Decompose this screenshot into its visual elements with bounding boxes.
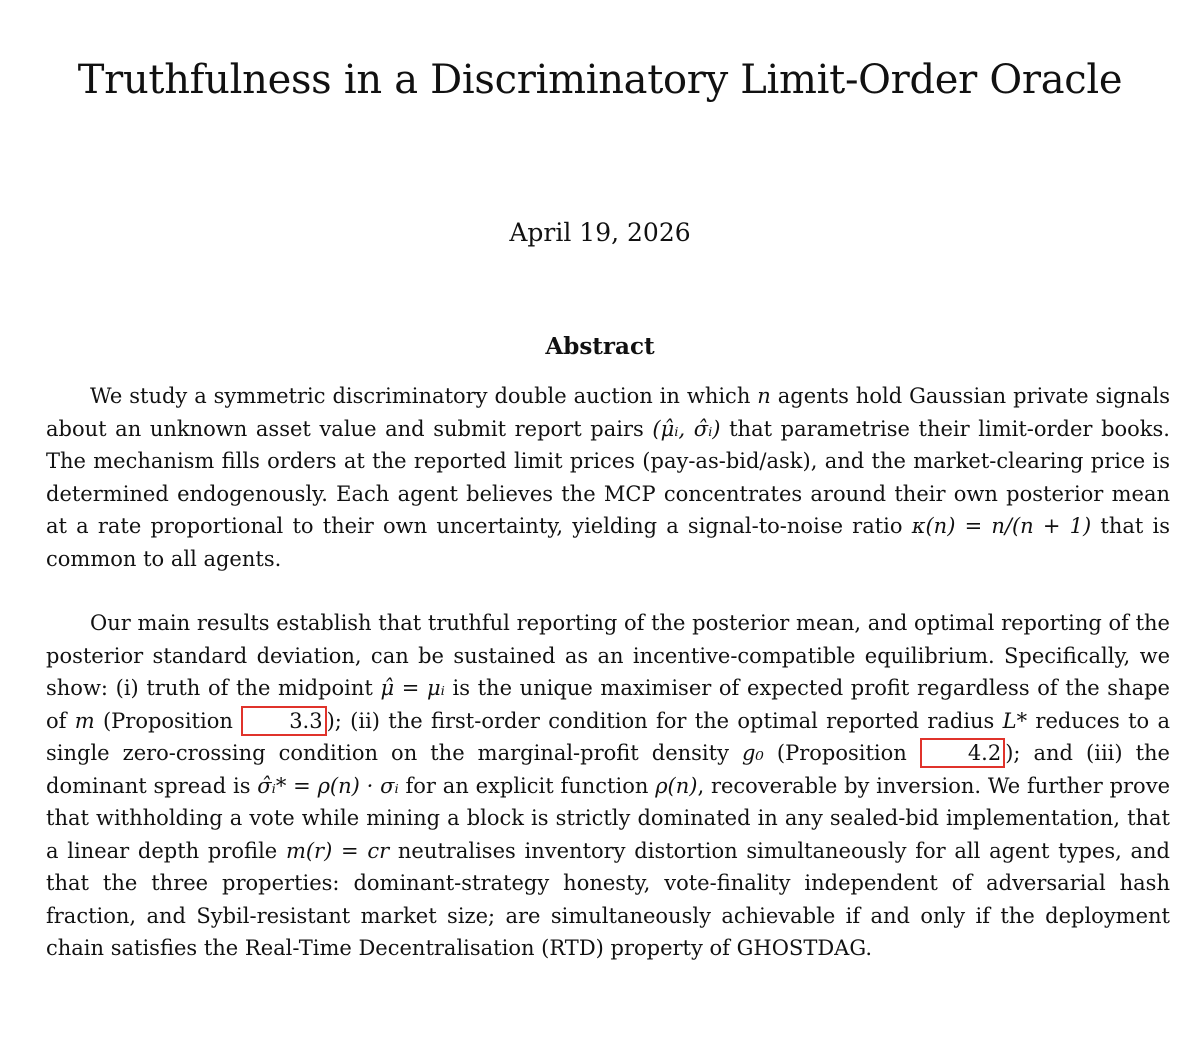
abstract-body	[46, 380, 1170, 965]
text-span: ); and (iii) the dominant spread is	[46, 741, 1170, 798]
proposition-link-3-3[interactable]: 3.3	[241, 706, 326, 736]
math-n: n	[757, 384, 771, 408]
text-span: that parametrise their limit-order books. The mechanism fills orders at the reported limit prices (pay-as-bid/ask), and the market-clearing price is determined endogenously. Each agent believes the MCP concentrates around their own posterior mean at a rate proportional to their own uncertainty, yielding a signal-to-noise ratio	[46, 416, 1170, 538]
math-depth-profile: m(r) = cr	[285, 838, 390, 863]
text-span: (Proposition	[94, 708, 242, 733]
math-midpoint: μ̂ = μᵢ	[380, 676, 445, 700]
text-span: We study a symmetric discriminatory double auction in which	[90, 384, 758, 408]
text-span: , recoverable by inversion. We further prove that withholding a vote while mining a block is strictly dominated in any sealed-bid implementation, that a linear depth profile	[46, 773, 1170, 863]
proposition-link-4-2[interactable]: 4.2	[920, 738, 1005, 768]
text-span: Our main results establish that truthful reporting of the posterior mean, and optimal reporting of the posterior standard deviation, can be sustained as an incentive-compatible equilibrium. Specifically, we show: (i) truth of the midpoint	[46, 611, 1170, 700]
abstract-paragraph-2	[46, 607, 1170, 965]
math-l-star: L*	[1002, 708, 1028, 733]
text-span: (Proposition	[763, 741, 920, 765]
math-g0: g₀	[741, 741, 764, 765]
text-span: agents hold Gaussian private signals about an unknown asset value and submit report pairs	[46, 384, 1170, 441]
abstract-heading: Abstract	[545, 333, 655, 360]
text-span: ); (ii) the first-order condition for the optimal reported radius	[326, 708, 1003, 733]
math-rho: ρ(n)	[655, 773, 698, 798]
math-kappa: κ(n) = n/(n + 1)	[911, 514, 1092, 538]
text-span: neutralises inventory distortion simultaneously for all agent types, and that the three properties: dominant-strategy honesty, vote-finality independent of adversarial hash fraction, and Sybil-resistant market size; are simultaneously achievable if and only if the deployment chain satisfies the Real-Time Decentralisation (RTD) property of GHOSTDAG.	[46, 838, 1171, 960]
text-span: is the unique maximiser of expected profit regardless of the shape of	[46, 676, 1170, 733]
paper-title: Truthfulness in a Discriminatory Limit-Order Oracle	[77, 57, 1123, 103]
text-span: reduces to a single zero-crossing condition on the marginal-profit density	[46, 708, 1171, 765]
text-span: for an explicit function	[398, 773, 656, 798]
paper-date: April 19, 2026	[509, 218, 691, 247]
abstract-paragraph-1	[46, 380, 1170, 575]
text-span: that is common to all agents.	[46, 514, 1170, 571]
math-m: m	[74, 708, 95, 733]
math-dominant-spread: σ̂ᵢ* = ρ(n) · σᵢ	[257, 773, 399, 798]
math-report-pair: (μ̂ᵢ, σ̂ᵢ)	[652, 416, 721, 441]
